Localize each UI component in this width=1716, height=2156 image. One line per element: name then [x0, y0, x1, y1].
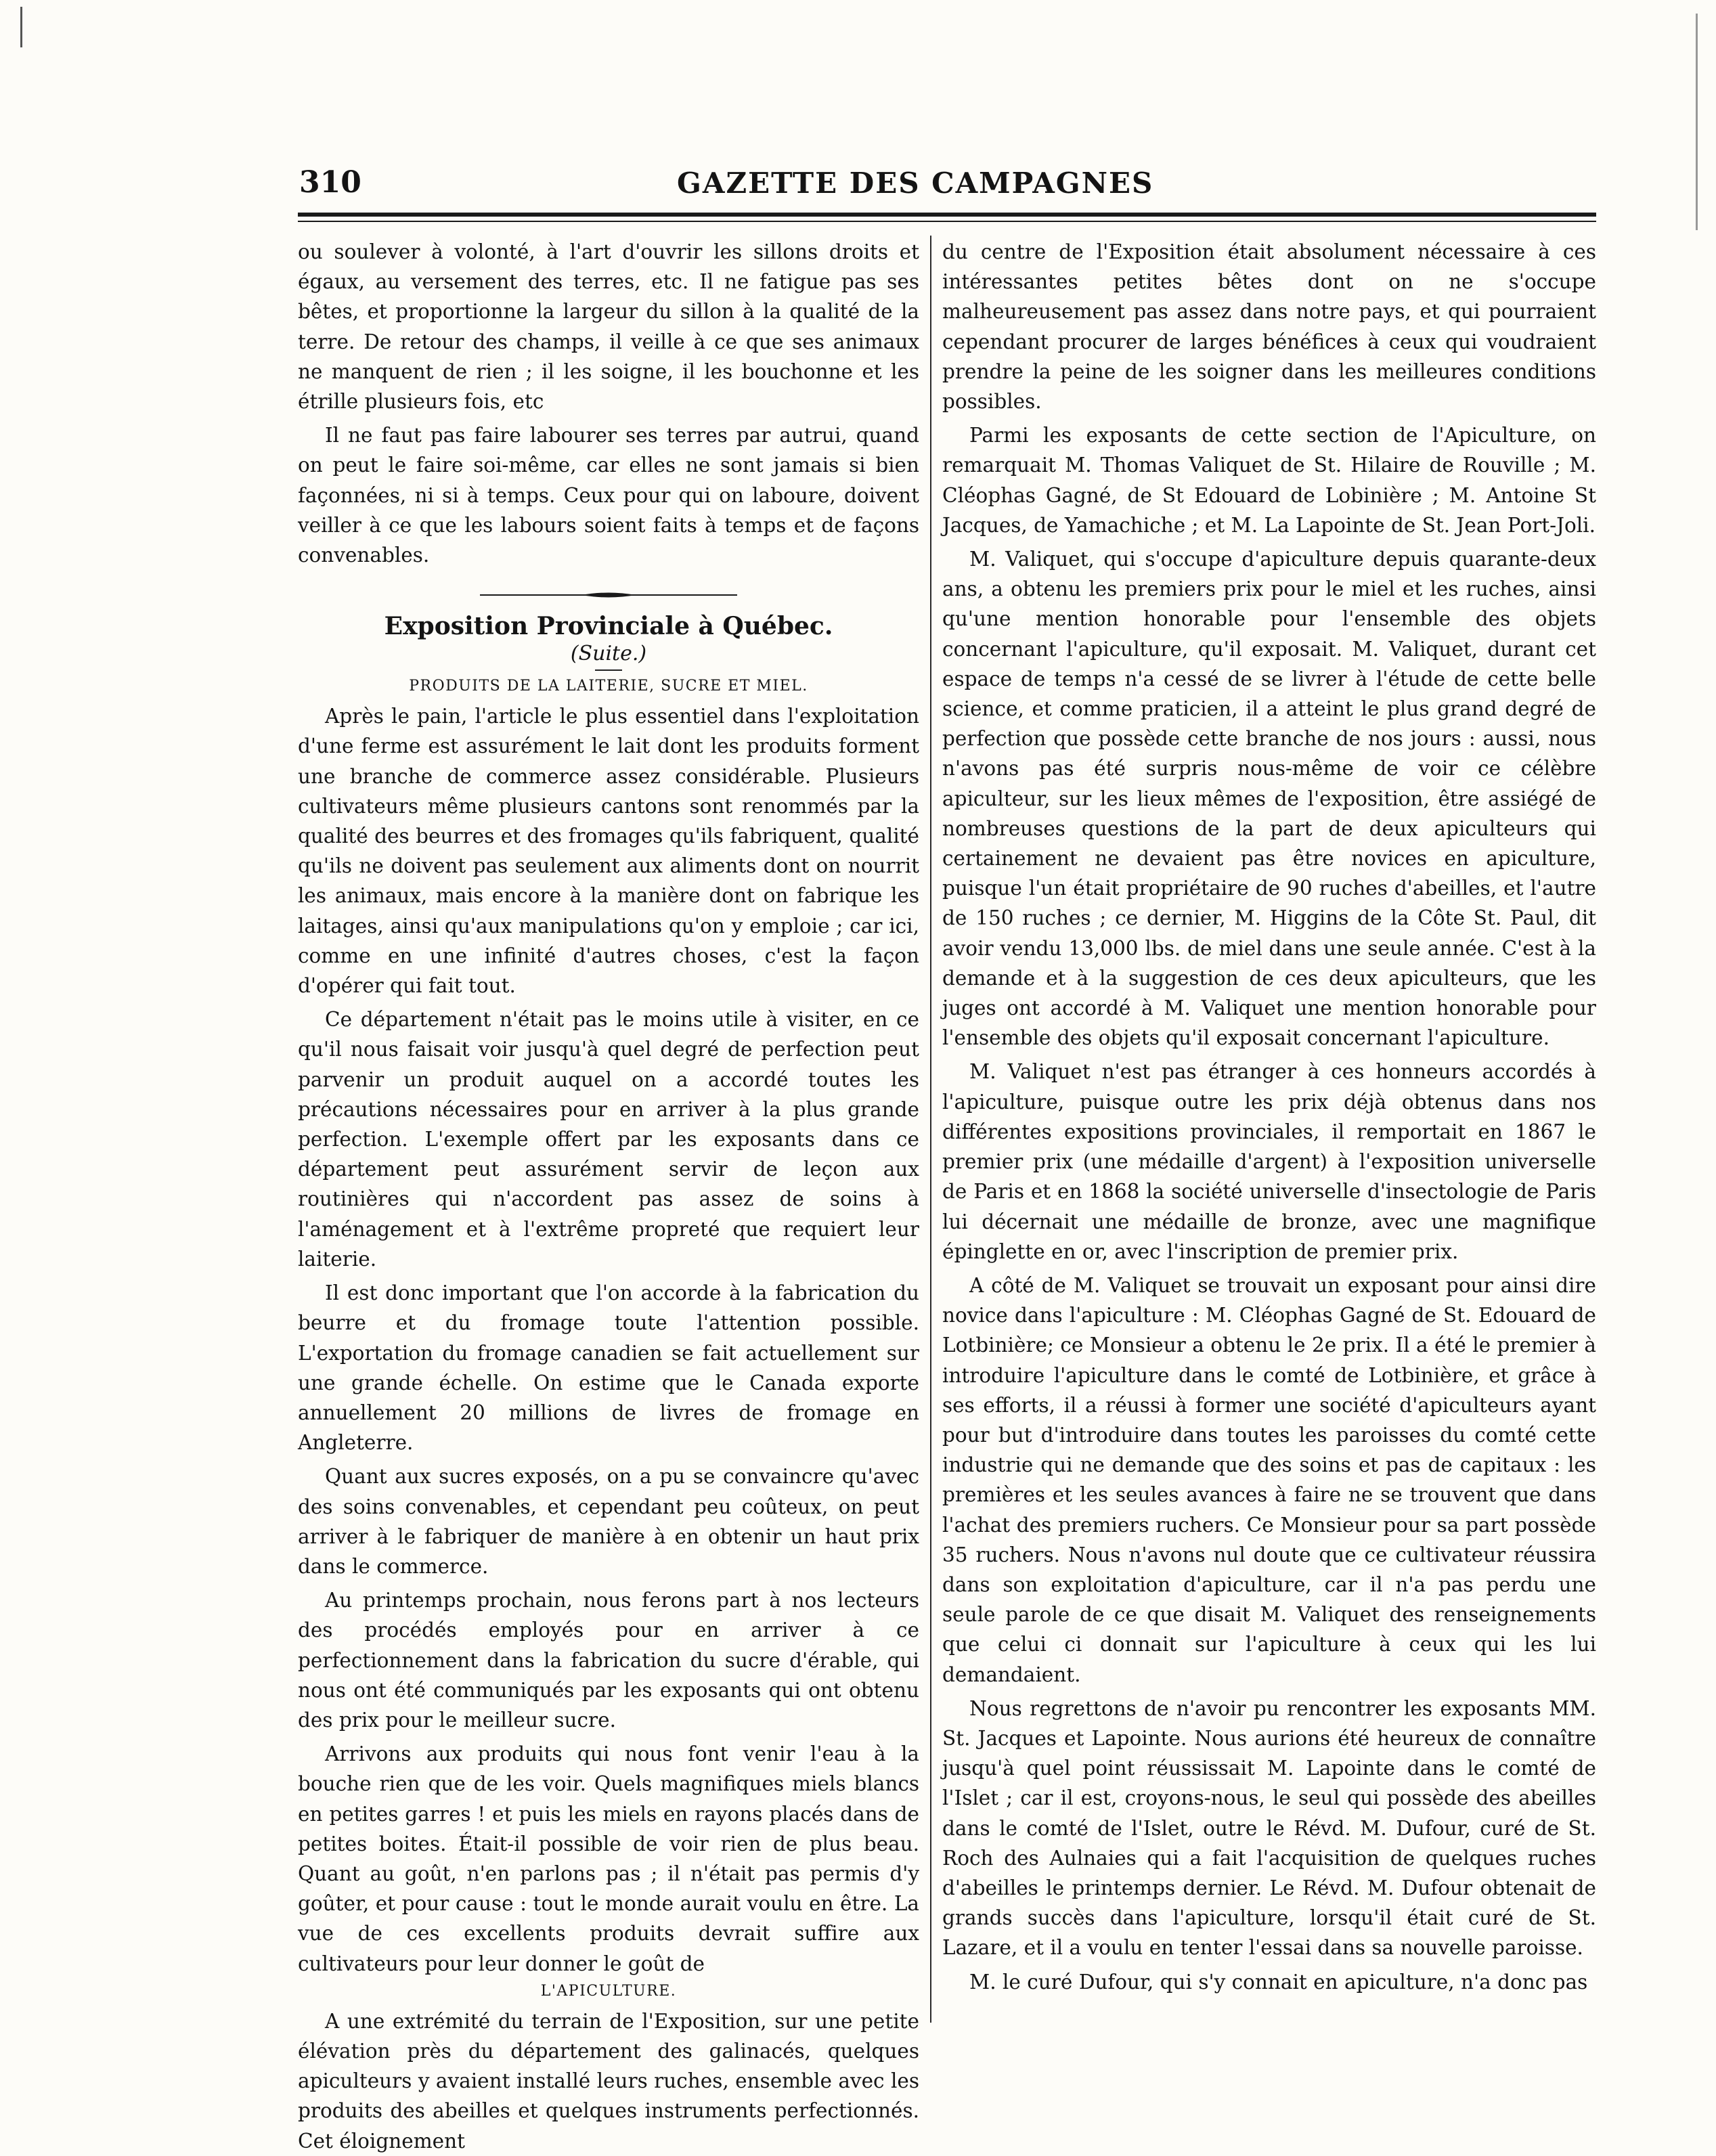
- subheading-dairy: PRODUITS DE LA LAITERIE, SUCRE ET MIEL.: [409, 678, 808, 695]
- right-paragraph-2: Parmi les exposants de cette section de l'Apiculture, on remarquait M. Thomas Valiquet de St. Hilaire de Rouville ; M. Cléophas Gagné, de St Edouard de Lobinière ; M. Antoine St Jacques, de Yamachiche ; et M. La Lapointe de St. Jean Port-Joli.: [942, 424, 1596, 537]
- right-paragraph-1: du centre de l'Exposition était absolument nécessaire à ces intéressantes petites bêtes dont on ne s'occupe malheureusement pas assez dans notre pays, et qui pourraient cependant procurer de larges bénéfices à ceux qui voudraient prendre la peine de les soigner dans les meilleures conditions possibles.: [942, 240, 1596, 414]
- left-paragraph-3: Après le pain, l'article le plus essentiel dans l'exploitation d'une ferme est assurément le lait dont les produits forment une branche de commerce assez considérable. Plusieurs cultivateurs même plusieurs cantons sont renommés par la qualité des beurres et des fromages qu'ils fabriquent, qualité qu'ils ne doivent pas seulement aux aliments dont on nourrit les animaux, mais encore à la manière dont on fabrique les laitages, ainsi qu'aux manipulations qu'on y emploie ; car ici, comme en une infinité d'autres choses, c'est la façon d'opérer qui fait tout.: [298, 705, 919, 998]
- section-title: Exposition Provinciale à Québec.: [384, 612, 833, 641]
- left-paragraph-9: A une extrémité du terrain de l'Exposition, sur une petite élévation près du département des galinacés, quelques apiculteurs y avaient installé leurs ruches, ensemble avec les produits des abeilles et quelques instruments perfectionnés. Cet éloignement: [298, 2009, 919, 2153]
- left-paragraph-2: Il ne faut pas faire labourer ses terres par autrui, quand on peut le faire soi-même, car elles ne sont jamais si bien façonnées, ni si à temps. Ceux pour qui on laboure, doivent veiller à ce que les labours soient faits à temps et de façons convenables.: [298, 424, 919, 567]
- subheading-apiculture: L'APICULTURE.: [540, 1982, 677, 2000]
- left-paragraph-5: Il est donc important que l'on accorde à la fabrication du beurre et du fromage toute l'attention possible. L'exportation du fromage canadien se fait actuellement sur une grande échelle. On estime que le Canada exporte annuellement 20 millions de livres de fromage en Angleterre.: [298, 1281, 919, 1455]
- left-paragraph-8: Arrivons aux produits qui nous font venir l'eau à la bouche rien que de les voir. Quels magnifiques miels blancs en petites garres ! et puis les miels en rayons placés dans de petites boites. Était-il possible de voir rien de plus beau. Quant au goût, n'en parlons pas ; il n'était pas permis d'y goûter, et pour cause : tout le monde aurait voulu en être. La vue de ces excellents produits devrait suffire aux cultivateurs pour leur donner le goût de: [298, 1742, 919, 1975]
- left-paragraph-7: Au printemps prochain, nous ferons part à nos lecteurs des procédés employés pour en arriver à ce perfectionnement dans la fabrication du sucre d'érable, qui nous ont été communiqués par les exposants qui ont obtenu des prix pour le meilleur sucre.: [298, 1589, 919, 1732]
- left-paragraph-4: Ce département n'était pas le moins utile à visiter, en ce qu'il nous faisait voir jusqu'à quel degré de perfection peut parvenir un produit auquel on a accordé toutes les précautions nécessaires pour en arriver à la plus grande perfection. L'exemple offert par les exposants dans ce département peut assurément servir de leçon aux routinières qui n'accordent pas assez de soins à l'aménagement et à l'extrême propreté que requiert leur laiterie.: [298, 1008, 919, 1271]
- header-rule-thick: [298, 213, 1596, 217]
- header-rule-thin: [298, 221, 1596, 222]
- page-number: 310: [299, 165, 361, 200]
- right-paragraph-7: M. le curé Dufour, qui s'y connait en apiculture, n'a donc pas: [969, 1970, 1588, 1994]
- scan-margin-mark: [20, 7, 22, 47]
- column-divider: [930, 236, 931, 2023]
- right-paragraph-4: M. Valiquet n'est pas étranger à ces honneurs accordés à l'apiculture, puisque outre les prix déjà obtenus dans nos différentes expositions provinciales, il remportait en 1867 le premier prix (une médaille d'argent) à l'exposition universelle de Paris et en 1868 la société universelle d'insectologie de Paris lui décernait une médaille de bronze, avec une magnifique épinglette en or, avec l'inscription de premier prix.: [942, 1060, 1596, 1263]
- scan-margin-mark: [1696, 14, 1698, 230]
- running-title: GAZETTE DES CAMPAGNES: [677, 167, 1154, 200]
- section-suite: (Suite.): [570, 642, 647, 666]
- right-paragraph-3: M. Valiquet, qui s'occupe d'apiculture depuis quarante-deux ans, a obtenu les premiers prix pour le miel et les ruches, ainsi qu'une mention honorable pour l'ensemble des objets concernant l'apiculture, qu'il exposait. M. Valiquet, durant cet espace de temps n'a cessé de se livrer à l'étude de cette belle science, et comme praticien, il a atteint le plus grand degré de perfection que possède cette branche de nos jours : aussi, nous n'avons pas été surpris nous-même de voir ce célèbre apiculteur, sur les lieux mêmes de l'exposition, être assiégé de nombreuses questions de la part de deux apiculteurs qui certainement ne devaient pas être novices en apiculture, puisque l'un était propriétaire de 90 ruches d'abeilles, et l'autre de 150 ruches ; ce dernier, M. Higgins de la Côte St. Paul, dit avoir vendu 13,000 lbs. de miel dans une seule année. C'est à la demande et à la suggestion de ces deux apiculteurs, que les juges ont accordé à M. Valiquet une mention honorable pour l'ensemble des objets qu'il exposait concernant l'apiculture.: [942, 548, 1596, 1050]
- right-paragraph-5: A côté de M. Valiquet se trouvait un exposant pour ainsi dire novice dans l'apiculture : M. Cléophas Gagné de St. Edouard de Lotbinière; ce Monsieur a obtenu le 2e prix. Il a été le premier à introduire l'apiculture dans le comté de Lotbinière, et grâce à ses efforts, il a réussi à former une société d'apiculteurs ayant pour but d'introduire dans toutes les paroisses du comté cette industrie qui ne demande que des soins et pas de capitaux : les premières et les seules avances à faire ne se trouvent que dans l'achat des premiers ruchers. Ce Monsieur pour sa part possède 35 ruchers. Nous n'avons nul doute que ce cultivateur réussira dans son exploitation d'apiculture, car il n'a pas perdu une seule parole de ce que disait M. Valiquet des renseignements que celui ci donnait sur l'apiculture à ceux qui les lui demandaient.: [942, 1273, 1596, 1686]
- section-ornament-divider: [480, 590, 737, 600]
- right-paragraph-6: Nous regrettons de n'avoir pu rencontrer les exposants MM. St. Jacques et Lapointe. Nous aurions été heureux de connaître jusqu'à quel point réussissait M. Lapointe dans le comté de l'Islet ; car il est, croyons-nous, le seul qui possède des abeilles dans le comté de l'Islet, outre le Révd. M. Dufour, curé de St. Roch des Aulnaies qui a fait l'acquisition de quelques ruches d'abeilles le printemps dernier. Le Révd. M. Dufour obtenait de grands succès dans l'apiculture, lorsqu'il était curé de St. Lazare, et il a voulu en tenter l'essai dans sa nouvelle paroisse.: [942, 1696, 1596, 1960]
- short-divider: [595, 669, 622, 671]
- left-paragraph-1: ou soulever à volonté, à l'art d'ouvrir les sillons droits et égaux, au versement des terres, etc. Il ne fatigue pas ses bêtes, et proportionne la largeur du sillon à la qualité de la terre. De retour des champs, il veille à ce que ses animaux ne manquent de rien ; il les soigne, il les bouchonne et les étrille plusieurs fois, etc: [298, 240, 919, 414]
- left-paragraph-6: Quant aux sucres exposés, on a pu se convaincre qu'avec des soins convenables, et cependant peu coûteux, on peut arriver à le fabriquer de manière à en obtenir un haut prix dans le commerce.: [298, 1465, 919, 1578]
- left-column: [298, 237, 919, 2153]
- right-column: [942, 237, 1596, 2024]
